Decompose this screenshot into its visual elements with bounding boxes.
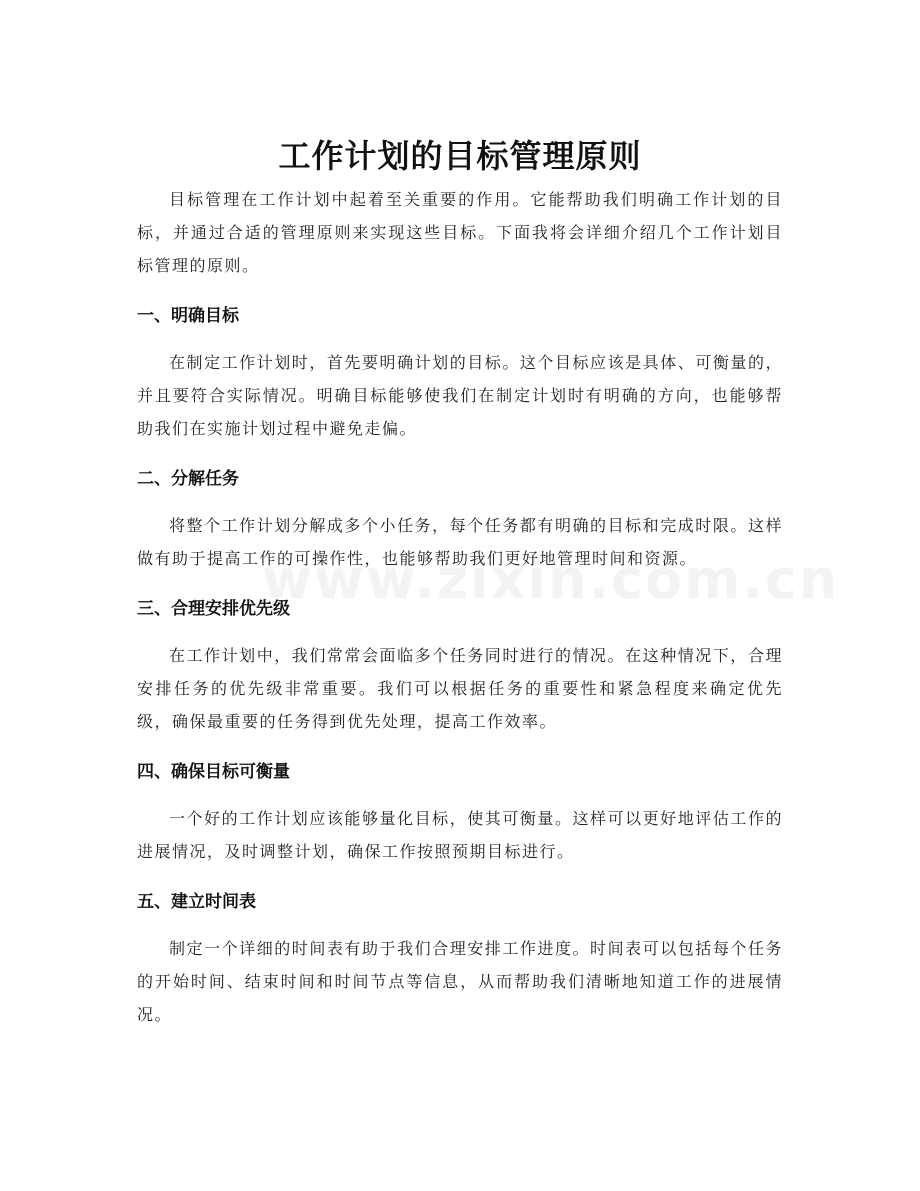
section-paragraph: 在工作计划中，我们常常会面临多个任务同时进行的情况。在这种情况下，合理安排任务的优先级非常重要。我们可以根据任务的重要性和紧急程度来确定优先级，确保最重要的任务得到优先处理，提高工作效率。 <box>137 646 783 731</box>
section-4 <box>137 758 783 868</box>
document-body <box>137 183 783 1051</box>
section-heading: 一、明确目标 <box>137 306 239 326</box>
section-paragraph: 一个好的工作计划应该能够量化目标，使其可衡量。这样可以更好地评估工作的进展情况，及时调整计划，确保工作按照预期目标进行。 <box>137 809 783 861</box>
page-title: 工作计划的目标管理原则 <box>278 137 642 176</box>
section-5 <box>137 888 783 1031</box>
section-heading: 三、合理安排优先级 <box>137 599 290 619</box>
section-paragraph: 将整个工作计划分解成多个小任务，每个任务都有明确的目标和完成时限。这样做有助于提高工作的可操作性，也能够帮助我们更好地管理时间和资源。 <box>137 516 783 568</box>
section-1 <box>137 302 783 445</box>
section-heading: 四、确保目标可衡量 <box>137 762 290 782</box>
section-heading: 二、分解任务 <box>137 469 239 489</box>
section-paragraph: 在制定工作计划时，首先要明确计划的目标。这个目标应该是具体、可衡量的，并且要符合实际情况。明确目标能够使我们在制定计划时有明确的方向，也能够帮助我们在实施计划过程中避免走偏。 <box>137 353 783 438</box>
intro-paragraph: 目标管理在工作计划中起着至关重要的作用。它能帮助我们明确工作计划的目标，并通过合适的管理原则来实现这些目标。下面我将会详细介绍几个工作计划目标管理的原则。 <box>137 190 783 275</box>
section-3 <box>137 595 783 738</box>
section-paragraph: 制定一个详细的时间表有助于我们合理安排工作进度。时间表可以包括每个任务的开始时间、结束时间和时间节点等信息，从而帮助我们清晰地知道工作的进展情况。 <box>137 939 783 1024</box>
section-2 <box>137 465 783 575</box>
section-heading: 五、建立时间表 <box>137 892 256 912</box>
